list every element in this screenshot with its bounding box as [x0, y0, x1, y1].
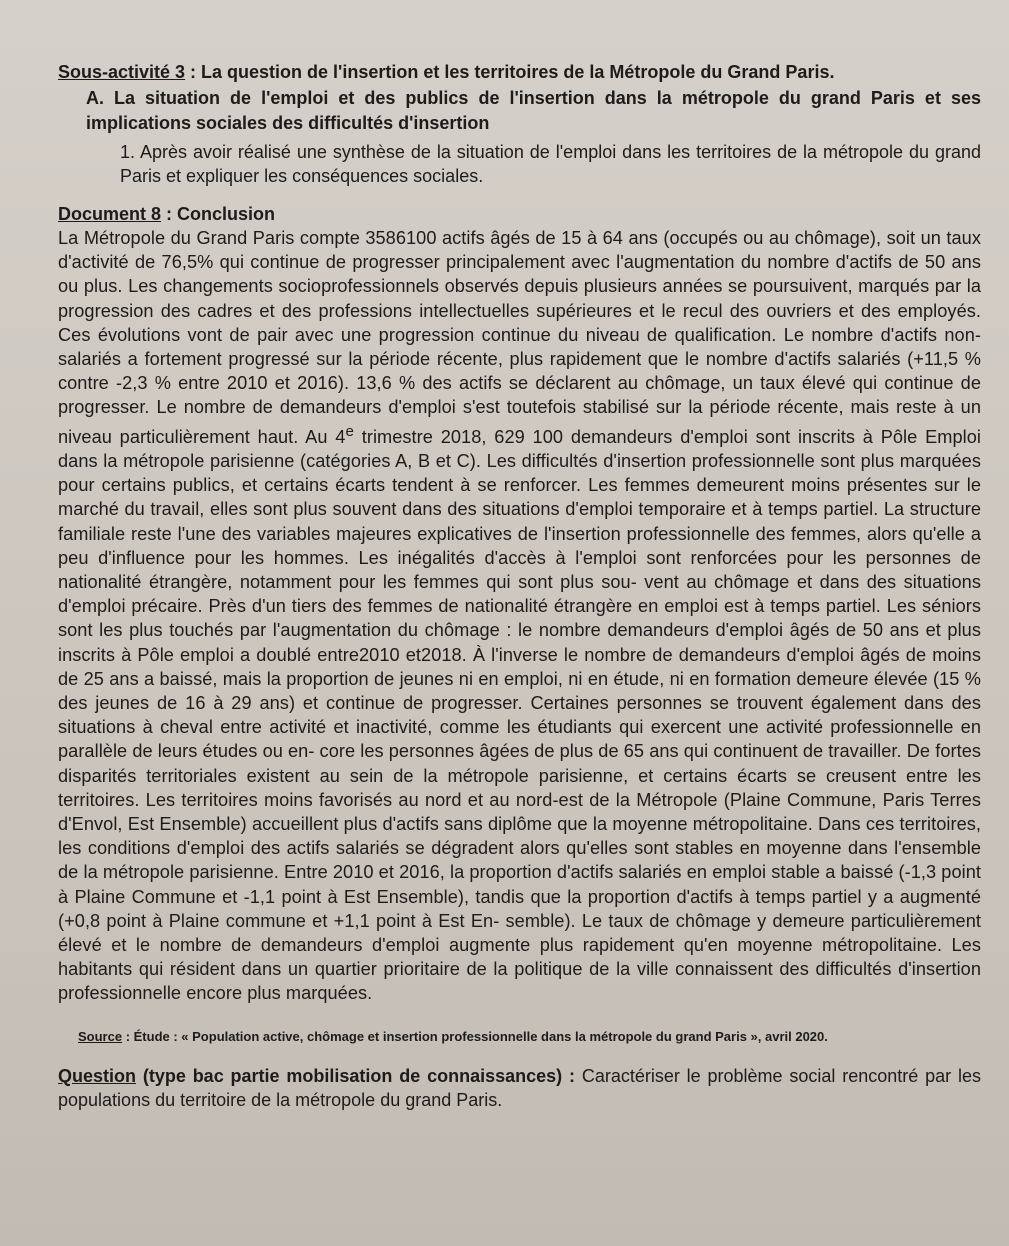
- source-text: : Étude : « Population active, chômage et insertion professionnelle dans la métropole du grand Paris », avril 2020.: [122, 1028, 828, 1044]
- document-label: Document 8: [58, 204, 162, 224]
- instruction-item-1: 1. Après avoir réalisé une synthèse de la situation de l'emploi dans les territoires de la métropole du grand Paris et expliquer les conséquences sociales.: [120, 142, 981, 186]
- ordinal-superscript: e: [345, 422, 354, 440]
- question-text: Caractériser le problème social rencontré par les populations du territoire de la métropole du grand Paris.: [58, 1065, 981, 1110]
- document-body-part1: La Métropole du Grand Paris compte 3586100 actifs âgés de 15 à 64 ans (occupés ou au chômage), soit un taux d'activité de 76,5% qui continue de progresser principalement avec l'augmentation du nombre d'actifs de 50 ans ou plus. Les changements socioprofessionnels observés depuis plusieurs années se poursuivent, marqués par la progression des cadres et des professions intellectuelles supérieures et le recul des ouvriers et des employés. Ces évolutions vont de pair avec une progression continue du niveau de qualification. Le nombre d'actifs non-salariés a fortement progressé sur la période récente, plus rapidement que le nombre d'actifs salariés (+11,5 % contre -2,3 % entre 2010 et 2016). 13,6 % des actifs se déclarent au chômage, un taux élevé qui continue de progresser. Le nombre de demandeurs d'emploi s'est toutefois stabilisé sur la période récente, mais reste à un niveau particulièrement haut. Au 4: [58, 228, 981, 447]
- activity-label: Sous-activité 3: [58, 62, 186, 82]
- source-citation: [78, 1028, 981, 1046]
- document-body: [58, 226, 981, 1006]
- activity-title: [58, 60, 981, 84]
- document-body-part2: trimestre 2018, 629 100 demandeurs d'emploi sont inscrits à Pôle Emploi dans la métropole parisienne (catégories A, B et C). Les difficultés d'insertion professionnelle sont plus marquées pour certains publics, et certains écarts tendent à se renforcer. Les femmes demeurent moins présentes sur le marché du travail, elles sont plus souvent dans des situations d'emploi temporaire et à temps partiel. La structure familiale reste l'une des variables majeures explicatives de l'insertion professionnelle des femmes, alors qu'elle a peu d'influence pour les hommes. Les inégalités d'accès à l'emploi sont renforcées pour les personnes de nationalité étrangère, notamment pour les femmes qui sont plus sou- vent au chômage et dans des situations d'emploi précaire. Près d'un tiers des femmes de nationalité étrangère en emploi est à temps partiel. Les séniors sont les plus touchés par l'augmentation du chômage : le nombre demandeurs d'emploi âgés de 50 ans et plus inscrits à Pôle emploi a doublé entre2010 et2018. À l'inverse le nombre de demandeurs d'emploi âgés de moins de 25 ans a baissé, mais la proportion de jeunes ni en emploi, ni en étude, ni en formation demeure élevée (15 % des jeunes de 16 à 29 ans) et continue de progresser. Certaines personnes se trouvent également dans des situations à cheval entre activité et inactivité, comme les étudiants qui exercent une activité professionnelle en parallèle de leurs études ou en- core les personnes âgées de plus de 65 ans qui continuent de travailler. De fortes disparités territoriales existent au sein de la métropole parisienne, et certains écarts se creusent entre les territoires. Les territoires moins favorisés au nord et au nord-est de la Métropole (Plaine Commune, Paris Terres d'Envol, Est Ensemble) accueillent plus d'actifs sans diplôme que la moyenne métropolitaine. Dans ces territoires, les conditions d'emploi des actifs salariés se dégradent alors qu'elles sont stables en moyenne dans l'ensemble de la métropole parisienne. Entre 2010 et 2016, la proportion d'actifs salariés en emploi stable a baissé (-1,3 point à Plaine Commune et -1,1 point à Est Ensemble), tandis que la proportion d'actifs à temps partiel y a augmenté (+0,8 point à Plaine commune et +1,1 point à Est En- semble). Le taux de chômage y demeure particulièrement élevé et le nombre de demandeurs d'emploi augmente plus rapidement qu'en moyenne métropolitaine. Les habitants qui résident dans un quartier prioritaire de la politique de la ville connaissent des difficultés d'insertion professionnelle encore plus marquées.: [58, 426, 981, 1004]
- document-title-text: : Conclusion: [161, 204, 276, 224]
- section-a-heading: A. La situation de l'emploi et des publics de l'insertion dans la métropole du grand Paris et ses implications sociales des difficultés d'insertion: [86, 88, 981, 133]
- document-title: [58, 202, 981, 226]
- question-label-rest: (type bac partie mobilisation de connaissances) :: [136, 1065, 575, 1086]
- question-block: [58, 1064, 981, 1112]
- question-label-group: [58, 1066, 575, 1086]
- source-label: Source: [78, 1028, 123, 1044]
- question-label: Question: [58, 1065, 137, 1086]
- activity-title-text: : La question de l'insertion et les territoires de la Métropole du Grand Paris.: [185, 62, 835, 82]
